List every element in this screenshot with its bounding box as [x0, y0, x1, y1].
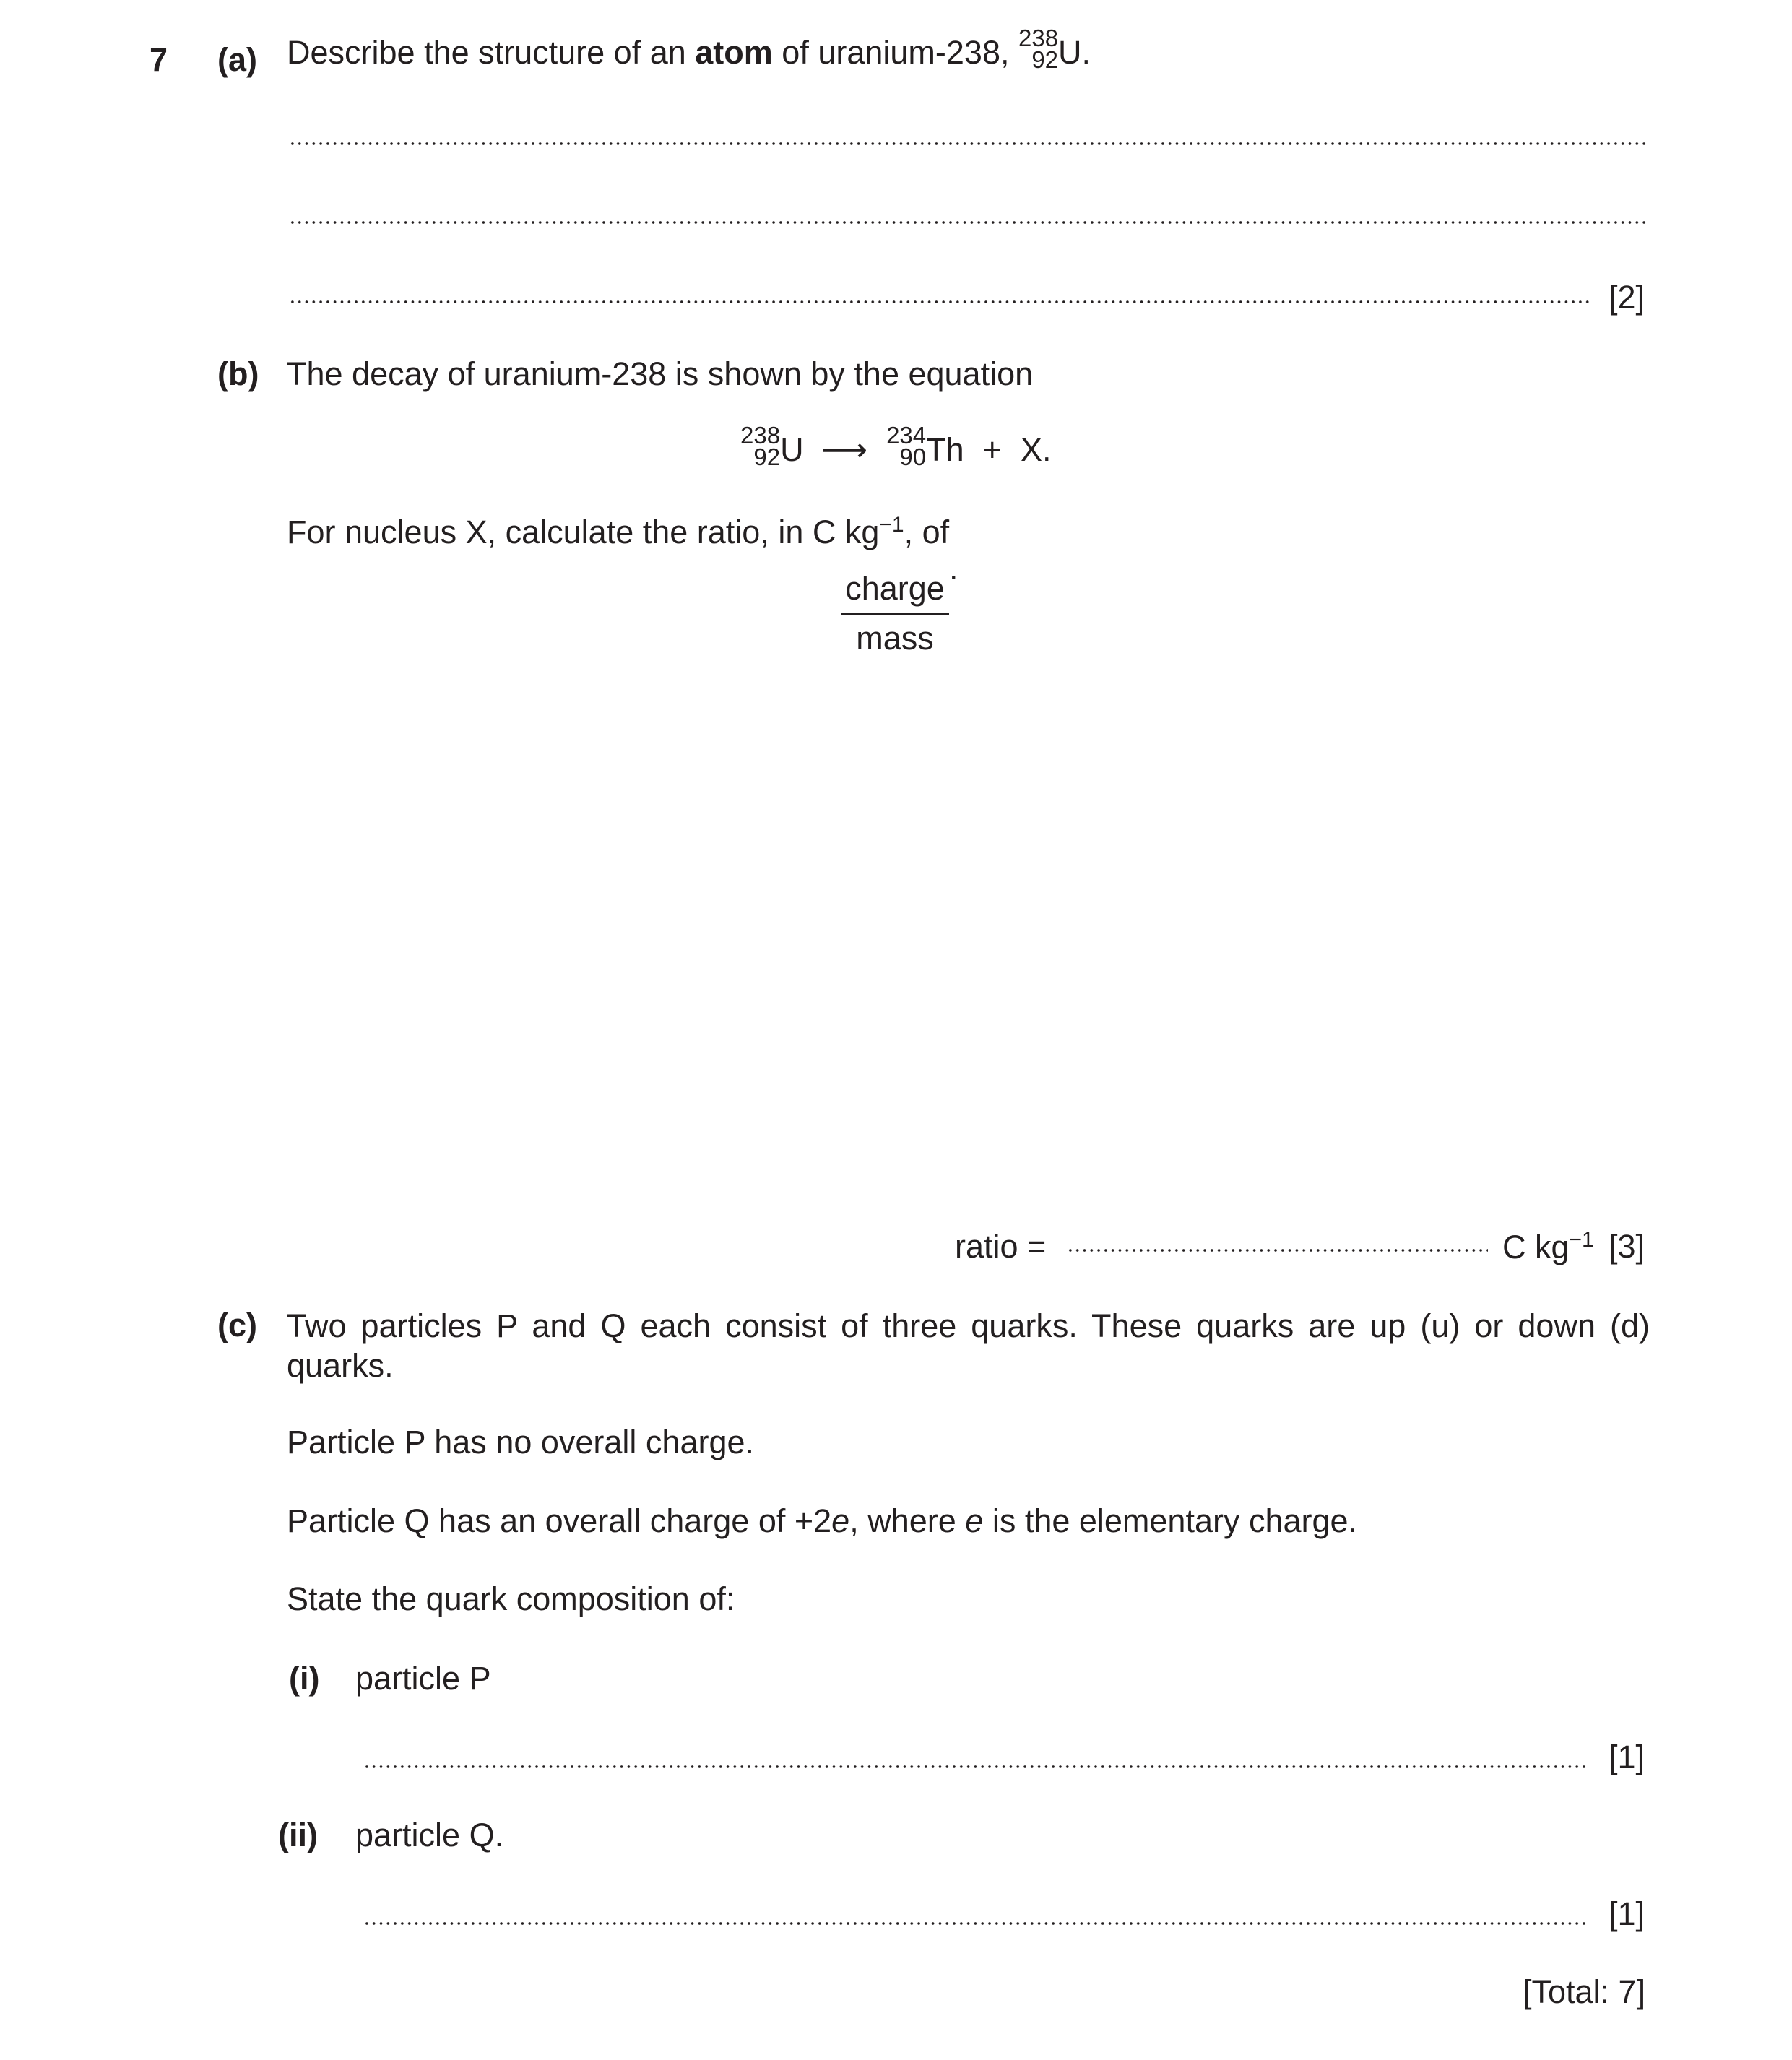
sub-i-text: particle P: [355, 1660, 491, 1697]
ratio-unit-text: C kg: [1502, 1229, 1570, 1265]
sub-ii-text: particle Q.: [355, 1817, 504, 1853]
daughter-nuclide-numbers: [886, 422, 927, 470]
plus-sign: +: [982, 431, 1002, 468]
particle-q-text-after: is the elementary charge.: [983, 1502, 1358, 1539]
part-a-marks: [2]: [1609, 279, 1645, 316]
decay-equation: [740, 422, 1052, 470]
part-b-marks: [3]: [1609, 1228, 1645, 1265]
fraction-numerator: charge: [845, 570, 945, 607]
answer-line-a2[interactable]: [289, 220, 1647, 225]
particle-q-text-before: Particle Q has an overall charge of +2: [287, 1502, 832, 1539]
particle-q-text-mid: , where: [849, 1502, 966, 1539]
total-marks: [Total: 7]: [1523, 1973, 1646, 2010]
part-a-text-before: Describe the structure of an: [287, 34, 696, 71]
daughter-atomic-number: 90: [899, 443, 927, 470]
parent-atomic-number: 92: [753, 443, 781, 470]
daughter-mass-number: 234: [886, 422, 927, 449]
ratio-unit-exponent: −1: [1569, 1228, 1594, 1252]
answer-line-a1[interactable]: [289, 142, 1647, 146]
sub-i-label: (i): [289, 1660, 320, 1697]
part-b-question: [287, 512, 949, 552]
uranium-atomic-number: 92: [1031, 46, 1059, 73]
sub-ii-label: (ii): [278, 1817, 318, 1853]
charge-mass-fraction: [841, 550, 958, 658]
part-a-label: (a): [217, 41, 257, 78]
part-c-label: (c): [217, 1307, 257, 1343]
particle-p-description: Particle P has no overall charge.: [287, 1424, 755, 1460]
parent-symbol: U: [780, 431, 804, 468]
answer-line-c-ii[interactable]: [363, 1921, 1589, 1926]
elementary-charge-symbol-2: e: [965, 1502, 984, 1539]
answer-line-c-i[interactable]: [363, 1765, 1589, 1769]
parent-nuclide-numbers: [740, 422, 781, 470]
parent-mass-number: 238: [740, 422, 781, 449]
part-c-intro: Two particles P and Q each consist of three quarks. These quarks are up (u) or down (d) quarks.: [287, 1307, 1650, 1384]
fraction-bar: [841, 613, 949, 615]
ratio-unit: [1502, 1227, 1594, 1267]
sub-ii-marks: [1]: [1609, 1895, 1645, 1932]
part-a-question: [287, 25, 1091, 73]
elementary-charge-symbol: e: [831, 1502, 850, 1539]
part-c-state: State the quark composition of:: [287, 1580, 735, 1617]
product-x: X.: [1020, 431, 1052, 468]
uranium-nuclide-notation: [1018, 27, 1058, 71]
part-a-bold: atom: [695, 34, 773, 71]
uranium-symbol: U: [1058, 34, 1082, 71]
sub-i-marks: [1]: [1609, 1739, 1645, 1775]
fraction-end: .: [949, 550, 958, 587]
uranium-mass-number: 238: [1018, 25, 1059, 51]
part-b-question-end: , of: [904, 514, 950, 550]
part-b-intro: The decay of uranium-238 is shown by the equation: [287, 355, 1034, 392]
reaction-arrow: ⟶: [821, 431, 868, 468]
part-a-end: .: [1081, 34, 1091, 71]
part-b-question-text: For nucleus X, calculate the ratio, in C kg: [287, 514, 880, 550]
fraction-denominator: mass: [856, 620, 934, 657]
part-a-text-after: of uranium-238,: [772, 34, 1018, 71]
question-number: 7: [150, 41, 168, 78]
daughter-symbol: Th: [926, 431, 964, 468]
ratio-answer-line[interactable]: [1067, 1248, 1488, 1252]
part-b-question-exponent: −1: [879, 513, 904, 537]
part-b-label: (b): [217, 355, 259, 392]
answer-line-a3[interactable]: [289, 300, 1589, 304]
ratio-label: ratio =: [955, 1228, 1047, 1265]
particle-q-description: [287, 1502, 1357, 1541]
